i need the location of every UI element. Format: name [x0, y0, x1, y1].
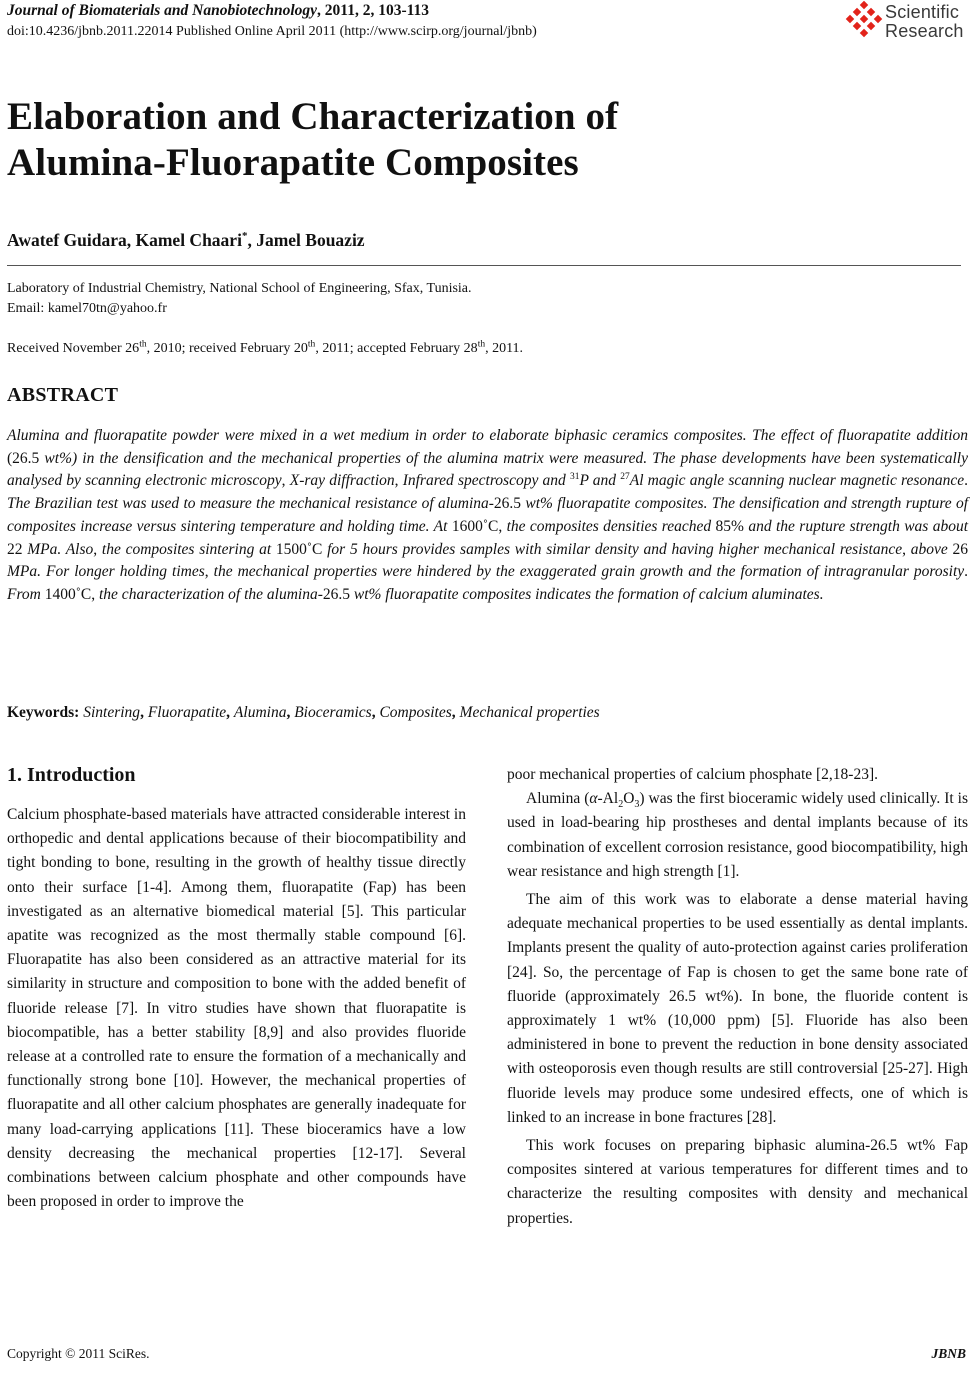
received-text: , 2011.	[485, 341, 524, 356]
abstract-body: Alumina and fluorapatite powder were mixed in a wet medium in order to elaborate biphasic ceramics composites. The effect of fluorapatite addition (26.5 wt%) in the densification and the mechanical properties of the alumina matrix were measured. The phase developments have been systematically analysed by scanning electronic microscopy, X-ray diffraction, Infrared spectroscopy and $^{31}$P and $^{27}$Al magic angle scanning nuclear magnetic resonance. The Brazilian test was used to measure the mechanical resistance of alumina-26.5 wt% fluorapatite composites. The densification and strength rupture of composites increase versus sintering temperature and holding time. At 1600˚C, the composites densities reached 85% and the rupture strength was about 22 MPa. Also, the composites sintering at 1500˚C for 5 hours provides samples with similar density and having higher mechanical resistance, above 26 MPa. For longer holding times, the mechanical properties were hindered by the exaggerated grain growth and the formation of intragranular porosity. From 1400˚C, the characterization of the alumina-26.5 wt% fluorapatite composites indicates the formation of calcium aluminates.	[7, 427, 969, 603]
authors-part-2: , Jamel Bouaziz	[247, 230, 365, 250]
keyword: Fluorapatite	[147, 704, 227, 721]
intro-paragraph-aim: The aim of this work was to elaborate a dense material having adequate mechanical properties to be used essentially as dental implants. Implants present the quality of auto-protection against caries proliferation [24]. So, the percentage of Fap is chosen to get the same bone rate of fluoride (approximately 26.5 wt%). In bone, the fluoride content is approximately 1 wt% (10,000 ppm) [5]. Fluoride has also been administered in bone to prevent the reduction in bone density associated with osteoporosis even though results are still controversial [25-27]. High fluoride levels may produce some undesired effects, one of which is linked to an increase in bone fractures [28].	[507, 891, 968, 1126]
authors-part-1: Awatef Guidara, Kamel Chaari	[7, 230, 242, 250]
section-heading-introduction: 1. Introduction	[7, 764, 136, 786]
body-column-right	[507, 763, 968, 1231]
title-line-2: Alumina-Fluorapatite Composites	[7, 141, 579, 184]
affiliation-block	[7, 279, 472, 319]
received-dates	[7, 341, 523, 357]
paper-title	[7, 94, 618, 186]
abstract-heading: ABSTRACT	[7, 384, 119, 406]
intro-paragraph-focus: This work focuses on preparing biphasic alumina-26.5 wt% Fap composites sintered at various temperatures for different times and to characterize the resulting composites with density and mechanical properties.	[507, 1137, 968, 1227]
body-column-left	[7, 803, 466, 1214]
corresponding-author-mark: *	[241, 230, 248, 243]
received-text: Received November 26	[7, 341, 140, 356]
ordinal-suffix: th	[139, 339, 147, 350]
intro-paragraph-1: Calcium phosphate-based materials have attracted considerable interest in orthopedic and dental applications because of their biocompatibility and tight bonding to bone, resulting in the growth of healthy tissue directly onto their surface [1-4]. Among them, fluorapatite (Fap) has been investigated as an alternative biomedical material [5]. This particular apatite was recognized as the most thermally stable compound [6]. Fluorapatite has also been considered as an attractive material for its similarity in structure and composition to bone with the added benefit of fluoride release [7]. In vitro studies have shown that fluorapatite is biocompatible, has a better stability [8,9] and also provides fluoride release at a controlled rate to ensure the formation of a mechanically and functionally strong bone [10]. However, the mechanical properties of fluorapatite and all other calcium phosphates are generally inadequate for many load-carrying applications [11]. These bioceramics have a low density decreasing the mechanical properties [12-17]. Several combinations between calcium phosphate and other compounds have been proposed in order to improve the	[7, 806, 466, 1211]
ordinal-suffix: th	[477, 339, 486, 350]
intro-paragraph-continued: poor mechanical properties of calcium phosphate [2,18-23].	[507, 766, 879, 783]
received-text: , 2011; accepted February 28	[315, 341, 478, 356]
scientific-research-logo	[844, 1, 969, 43]
keyword: Sintering	[83, 704, 141, 721]
logo-word-scientific: Scientific	[885, 2, 960, 22]
journal-volume: , 2011, 2, 103-113	[317, 2, 429, 19]
journal-abbreviation: JBNB	[931, 1346, 966, 1361]
journal-name: Journal of Biomaterials and Nanobiotechnology	[7, 2, 318, 19]
received-text: , 2010; received February 20	[146, 341, 308, 356]
copyright-footer: Copyright © 2011 SciRes.	[7, 1346, 150, 1361]
keywords-line: Keywords: Sintering, Fluorapatite, Alumina, Bioceramics, Composites, Mechanical properties	[7, 704, 600, 721]
email: Email: kamel70tn@yahoo.fr	[7, 301, 167, 316]
ordinal-suffix: th	[307, 339, 316, 350]
keyword: Mechanical properties	[459, 704, 600, 721]
header-divider	[7, 265, 961, 266]
title-line-1: Elaboration and Characterization of	[7, 95, 619, 138]
keyword: Alumina	[233, 704, 287, 721]
journal-header	[7, 2, 429, 20]
keywords-label: Keywords	[7, 704, 75, 721]
logo-mark-icon	[844, 1, 884, 41]
doi-line: doi:10.4236/jbnb.2011.22014 Published Online April 2011 (http://www.scirp.org/journal/jbnb)	[7, 24, 537, 39]
logo-word-research: Research	[885, 21, 964, 41]
keyword: Bioceramics	[294, 704, 372, 721]
keyword: Composites	[379, 704, 452, 721]
affiliation: Laboratory of Industrial Chemistry, National School of Engineering, Sfax, Tunisia.	[7, 281, 472, 296]
intro-paragraph-alumina: Alumina $(\alpha-Al_2O_3)$ was the first bioceramic widely used clinically. It is used in load-bearing hip prostheses and dental implants because of its combination of excellent corrosion resistance, good biocompatibility, high wear resistance and high strength [1].	[507, 790, 969, 880]
author-list	[7, 230, 365, 251]
